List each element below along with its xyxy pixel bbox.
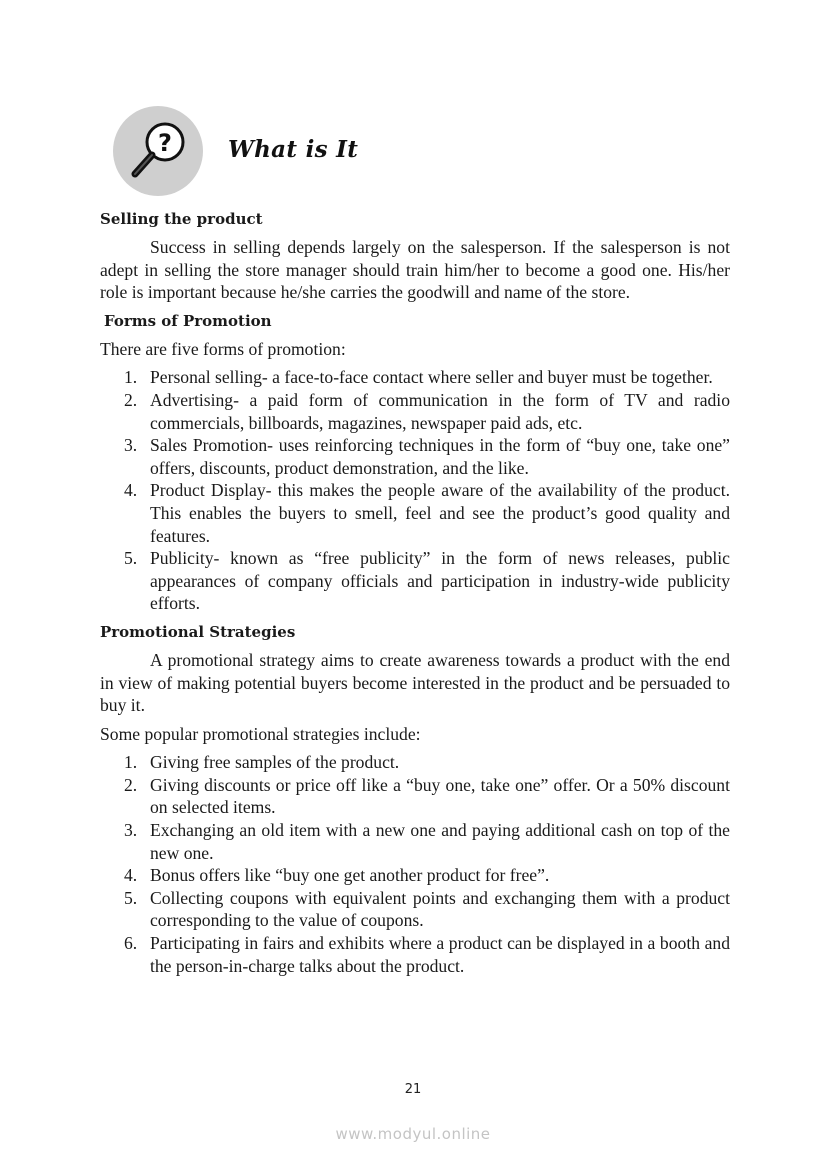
svg-text:?: ? [158,129,172,157]
list-item: 1. Personal selling- a face-to-face contact where seller and buyer must be together. [124,367,713,388]
document-body [100,208,730,977]
strategies-intro: Some popular promotional strategies include: [100,723,421,744]
heading-selling-the-product: Selling the product [100,210,263,228]
forms-list [100,366,730,615]
forms-intro: There are five forms of promotion: [100,338,346,359]
list-item: 4. Product Display- this makes the people aware of the availability of the product. This enables the buyers to smell, feel and see the product’s good quality and features. [124,480,730,546]
list-item: 5. Publicity- known as “free publicity” in the form of news releases, public appearances of company officials and participation in industry-wide publicity efforts. [124,548,730,614]
heading-promotional-strategies: Promotional Strategies [100,622,296,641]
watermark: www.modyul.online [335,1125,491,1143]
strategies-list [100,751,730,977]
list-item: 2. Advertising- a paid form of communication in the form of TV and radio commercials, billboards, magazines, newspaper paid ads, etc. [124,389,730,433]
list-item: 3. Sales Promotion- uses reinforcing techniques in the form of “buy one, take one” offers, discounts, product demonstration, and the like. [124,435,730,478]
heading-forms-of-promotion: Forms of Promotion [104,311,272,330]
list-item: 5. Collecting coupons with equivalent points and exchanging them with a product corresponding to the value of coupons. [124,887,730,931]
list-item: 4. Bonus offers like “buy one get another product for free”. [124,865,550,886]
list-item: 6. Participating in fairs and exhibits where a product can be displayed in a booth and the person-in-charge talks about the product. [124,933,730,976]
section-header [113,106,413,198]
magnifier-question-icon [113,106,203,196]
page-title: What is It [228,136,359,163]
list-item: 1. Giving free samples of the product. [124,752,400,773]
list-item: 2. Giving discounts or price off like a “buy one, take one” offer. Or a 50% discount on selected items. [124,774,730,818]
paragraph-selling: Success in selling depends largely on the salesperson. If the salesperson is not adept in selling the store manager should train him/her to become a good one. His/her role is important because he/she carries the goodwill and name of the store. [100,237,730,303]
paragraph-strategies: A promotional strategy aims to create awareness towards a product with the end in view of making potential buyers become interested in the product and be persuaded to buy it. [100,649,730,716]
page-number: 21 [404,1082,422,1097]
list-item: 3. Exchanging an old item with a new one and paying additional cash on top of the new one. [124,820,730,863]
